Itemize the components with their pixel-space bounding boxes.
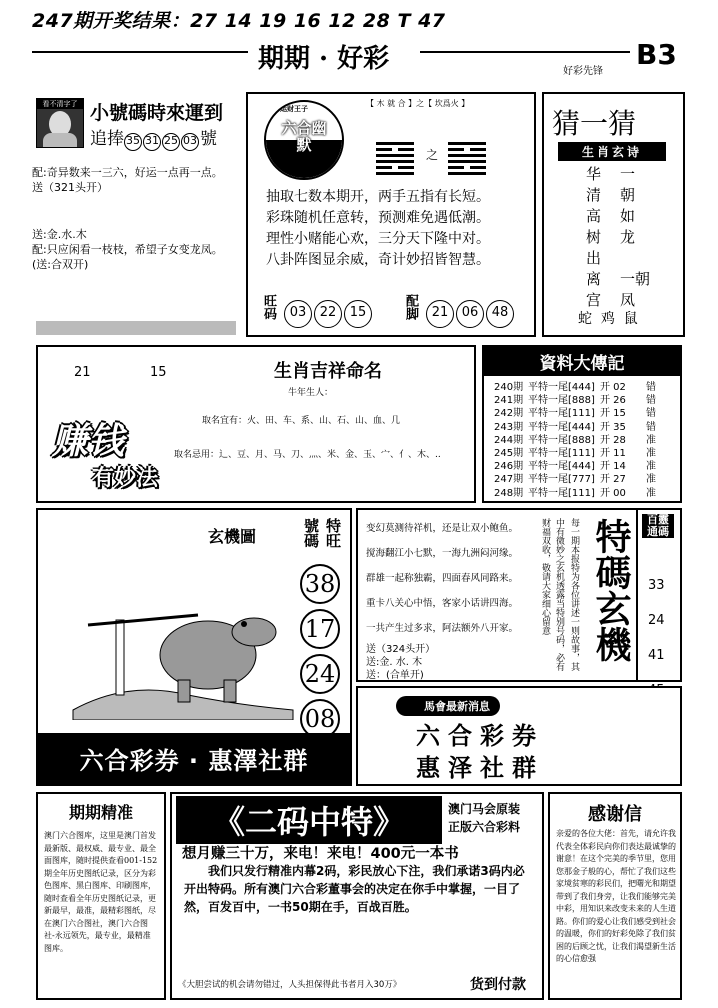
wang-number: 15 <box>344 300 372 328</box>
logo-text: 六合幽默 <box>281 119 327 154</box>
record-text: 平特一尾[444] <box>528 382 595 393</box>
header-rule-left <box>32 51 248 53</box>
news-line-1: 六合彩券 <box>416 722 544 750</box>
record-text: 平特一尾[888] <box>528 434 595 446</box>
record-issue: 244期 <box>494 434 524 446</box>
thanks-box <box>548 792 682 1000</box>
record-row <box>494 434 674 447</box>
left-bottom-title: 期期精准 <box>68 803 133 822</box>
left-bottom-body: 澳门六合图库，这里是澳门首发最新版、最权威、最专业、最全面图库，随时提供查看001-152期全年历史图纸记录，区分为彩色图库、黑白图库、印刷图库，随时查看全年历史图纸记录，更新最早，最准，最精彩图纸，尽在澳门六合图社，澳门六合图社-永远领先，最专业，最精准图库。 <box>44 831 158 953</box>
slogan: 好彩先锋 <box>563 66 603 77</box>
naming-box <box>36 345 476 503</box>
verses-list <box>366 516 518 641</box>
special-side-title: 百靈通碼 <box>642 514 674 538</box>
news-line-2: 惠泽社群 <box>416 754 544 782</box>
record-open: 开 15 <box>600 408 626 420</box>
thanks-title: 感谢信 <box>588 804 642 825</box>
profile-line-5: (送:合双开) <box>32 258 89 271</box>
record-mark: 准 <box>646 434 656 446</box>
yinyang-logo <box>264 100 344 180</box>
record-open: 开 26 <box>600 395 626 407</box>
verses-vertical: 中有微妙之玄机透露当特别号码，必有财福双收，敬请大家细心留意 <box>540 518 564 671</box>
avatar-badge: 看不清字了 <box>37 99 83 109</box>
guess-char: 一朝 <box>620 270 651 288</box>
record-row <box>494 421 674 434</box>
record-row <box>494 381 674 394</box>
poem-meta: 【 木 就 合 】之【 坎爲火 】 <box>366 99 470 108</box>
pei-numbers <box>426 300 516 328</box>
record-text: 平特一尾[888] <box>528 395 595 407</box>
center-body: 我们只发行精准内幕2码，彩民放心下注，我们承诺3码内必开出特码。所有澳门六合彩董事会的决定在你手中掌握，一目了然，百发百中，一书50期在手，百战百胜。 <box>184 864 525 914</box>
chase-number: 31 <box>143 133 161 151</box>
record-issue: 247期 <box>494 474 524 486</box>
record-mark: 错 <box>646 382 656 393</box>
guess-char: 龙 <box>620 228 636 246</box>
mystery-label: 玄機圖 <box>208 527 257 546</box>
poem-line-2: 彩珠随机任意转，预测难免遇低潮。 <box>266 210 490 226</box>
page-title: 期期 · 好彩 <box>258 44 390 74</box>
guess-char: 宫 <box>586 291 602 309</box>
verses-vertical-2: 每一期本报特为各位讲述一则故事，其 <box>569 518 579 671</box>
guess-char: 树 <box>586 228 602 246</box>
naming-logo-big: 赚钱 <box>52 421 125 462</box>
profile-line-2: 送（321头开） <box>32 181 108 194</box>
news-box <box>356 686 682 786</box>
center-title: 《二码中特》 <box>176 796 442 844</box>
poem-line-4: 八卦阵图显余威，奇计妙招皆智慧。 <box>266 252 490 268</box>
record-issue: 242期 <box>494 408 524 420</box>
center-footer-right: 货到付款 <box>470 977 526 993</box>
wang-number: 03 <box>284 300 312 328</box>
record-issue: 245期 <box>494 448 524 460</box>
naming-num-2: 15 <box>150 365 167 380</box>
record-mark: 准 <box>646 487 656 499</box>
guess-char <box>620 248 650 269</box>
record-issue: 243期 <box>494 421 524 433</box>
center-footer: 《大胆尝试的机会请勿错过，人头担保得此书者月入30万》 <box>178 980 402 990</box>
mystery-number: 08 <box>300 699 340 739</box>
record-row <box>494 447 674 460</box>
center-bottom-box <box>170 792 544 1000</box>
records-list <box>494 381 674 500</box>
chase-prefix: 追捧 <box>90 129 124 149</box>
avatar <box>36 98 84 148</box>
logo-top: 运财王子 <box>280 105 308 113</box>
center-aside-2: 正版六合彩料 <box>448 820 521 834</box>
guess-char: 华 <box>586 165 602 183</box>
news-label: 馬會最新消息 <box>396 696 500 716</box>
wang-label: 旺码 <box>261 294 276 320</box>
verse-line: 变幻莫测待祥机，还是让双小鲍鱼。 <box>366 523 519 534</box>
profile-box <box>32 92 242 324</box>
special-title: 特碼玄機 <box>590 518 631 662</box>
record-text: 平特一尾[111] <box>528 448 595 460</box>
poem-box <box>246 92 536 337</box>
record-mark: 错 <box>646 408 656 420</box>
naming-line-2: 取名忌用：辶、豆、月、马、刀、灬、米、金、玉、宀、亻、木、.. <box>174 450 441 460</box>
record-open: 开 28 <box>600 434 626 446</box>
profile-chase <box>90 124 217 151</box>
guess-char: 出 <box>586 249 602 267</box>
hexagram-left <box>376 142 414 175</box>
guess-zodiac: 蛇 鸡 鼠 <box>578 311 638 327</box>
record-row <box>494 394 674 407</box>
thanks-body: 亲爱的各位大佬：首先，请允许我代表全体彩民向你们表达最诚挚的谢意！在这个完美的季节里，您用您那金子般的心，帮忙了我们这些家境贫寒的彩民们，把曙光和期望带到了我们身旁，让我们能够完美中彩，用知识来改变未来的人生道路。你们的爱心让我们感受到社会的温暖，你们的好彩免除了我们贫困的后顾之忧，让我们渴望新生活的心信愈强 <box>556 829 676 963</box>
header-rule-right <box>420 51 630 53</box>
guess-box <box>542 92 685 337</box>
record-row <box>494 460 674 473</box>
guess-column-1 <box>586 164 601 311</box>
naming-line-1: 取名宜有：火、田、车、系、山、石、山、血、几 <box>202 416 401 426</box>
record-mark: 错 <box>646 421 656 433</box>
guess-char: 离 <box>586 270 602 288</box>
record-mark: 准 <box>646 461 656 473</box>
pei-number: 48 <box>486 300 514 328</box>
profile-line-4: 配:只应闲看一枝枝，希望子女变龙凤。 <box>32 243 223 256</box>
mystery-number: 38 <box>300 564 340 604</box>
hippo-illustration <box>68 570 298 720</box>
guess-char: 一 <box>620 165 636 183</box>
records-title: 資料大傳記 <box>484 347 680 376</box>
mystery-side-title: 特旺號碼 <box>302 518 342 548</box>
chase-suffix: 號 <box>200 129 217 149</box>
chase-number: 35 <box>124 133 142 151</box>
gray-bar <box>36 321 236 335</box>
verses-box <box>356 508 682 682</box>
record-open: 开 14 <box>600 461 626 473</box>
records-box <box>482 345 682 503</box>
poem-line-1: 抽取七数本期开，两手五指有长短。 <box>266 189 490 205</box>
verse-line: 重卡八关心中悟，客家小话讲四海。 <box>366 598 519 609</box>
special-divider <box>636 510 638 680</box>
hexagram-right <box>448 142 486 175</box>
pei-number: 21 <box>426 300 454 328</box>
guess-char: 凤 <box>620 291 636 309</box>
verses-footer-1: 送（324头开） <box>366 644 436 655</box>
guess-title: 猜一猜 <box>552 107 637 140</box>
center-ad: 想月赚三十万，来电！来电！400元一本书 <box>182 846 459 862</box>
naming-title: 生肖吉祥命名 <box>274 361 382 382</box>
guess-char: 朝 <box>620 186 636 204</box>
record-mark: 错 <box>646 395 656 407</box>
chase-number: 03 <box>181 133 199 151</box>
mystery-number: 24 <box>300 654 340 694</box>
record-open: 开 00 <box>600 487 626 499</box>
guess-subtitle: 生肖玄诗 <box>558 142 666 161</box>
record-row <box>494 487 674 500</box>
left-bottom-box <box>36 792 166 1000</box>
profile-line-1: 配:奇异数来一三六，好运一点再一点。 <box>32 166 223 179</box>
chase-numbers <box>124 129 200 149</box>
record-text: 平特一尾[444] <box>528 421 595 433</box>
verses-footer-2: 送:金. 水. 木 <box>366 657 423 668</box>
center-aside-1: 澳门马会原装 <box>448 802 521 816</box>
page-number: B3 <box>636 38 677 71</box>
record-row <box>494 473 674 486</box>
mystery-box <box>36 508 352 786</box>
verse-line: 搅海翻江小七默，一海九洲闷河缘。 <box>366 548 519 559</box>
record-issue: 241期 <box>494 395 524 407</box>
record-issue: 240期 <box>494 382 524 393</box>
naming-sub: 牛年生人： <box>288 388 334 398</box>
record-row <box>494 407 674 420</box>
guess-char: 如 <box>620 207 636 225</box>
special-number: 41 <box>648 648 665 663</box>
mystery-banner: 六合彩券 · 惠澤社群 <box>38 733 350 784</box>
wang-numbers <box>284 300 374 328</box>
naming-num-1: 21 <box>74 365 91 380</box>
record-mark: 准 <box>646 474 656 486</box>
guess-char: 清 <box>586 186 602 204</box>
record-issue: 246期 <box>494 461 524 473</box>
record-text: 平特一尾[111] <box>528 487 595 499</box>
chase-number: 25 <box>162 133 180 151</box>
pei-label: 配脚 <box>403 294 418 320</box>
mystery-numbers <box>300 564 340 744</box>
naming-logo-small: 有妙法 <box>92 466 159 491</box>
record-text: 平特一尾[777] <box>528 474 595 486</box>
record-mark: 准 <box>646 448 656 460</box>
pei-number: 06 <box>456 300 484 328</box>
record-open: 开 11 <box>600 448 626 460</box>
verse-line: 一共产生过多求，阿法额外八开家。 <box>366 623 519 634</box>
special-number: 24 <box>648 613 665 628</box>
profile-line-3: 送:金.水.木 <box>32 228 87 241</box>
verses-footer-3: 送：(合单开) <box>366 670 424 681</box>
mystery-number: 17 <box>300 609 340 649</box>
profile-headline: 小號碼時來運到 <box>90 102 224 124</box>
special-number: 33 <box>648 578 665 593</box>
record-issue: 248期 <box>494 487 524 499</box>
record-text: 平特一尾[444] <box>528 461 595 473</box>
record-open: 开 27 <box>600 474 626 486</box>
wang-number: 22 <box>314 300 342 328</box>
verse-line: 群雄一起称独霸，四面春风同路来。 <box>366 573 519 584</box>
record-text: 平特一尾[111] <box>528 408 595 420</box>
guess-char: 高 <box>586 207 602 225</box>
result-line: 247期开奖结果：27 14 19 16 12 28 T 47 <box>32 10 446 32</box>
poem-line-3: 理性小赌能心欢，三分天下隆中对。 <box>266 231 490 247</box>
record-open: 开 02 <box>600 382 626 393</box>
record-open: 开 35 <box>600 421 626 433</box>
guess-column-2 <box>620 164 650 311</box>
hexagram-separator: 之 <box>426 148 439 162</box>
